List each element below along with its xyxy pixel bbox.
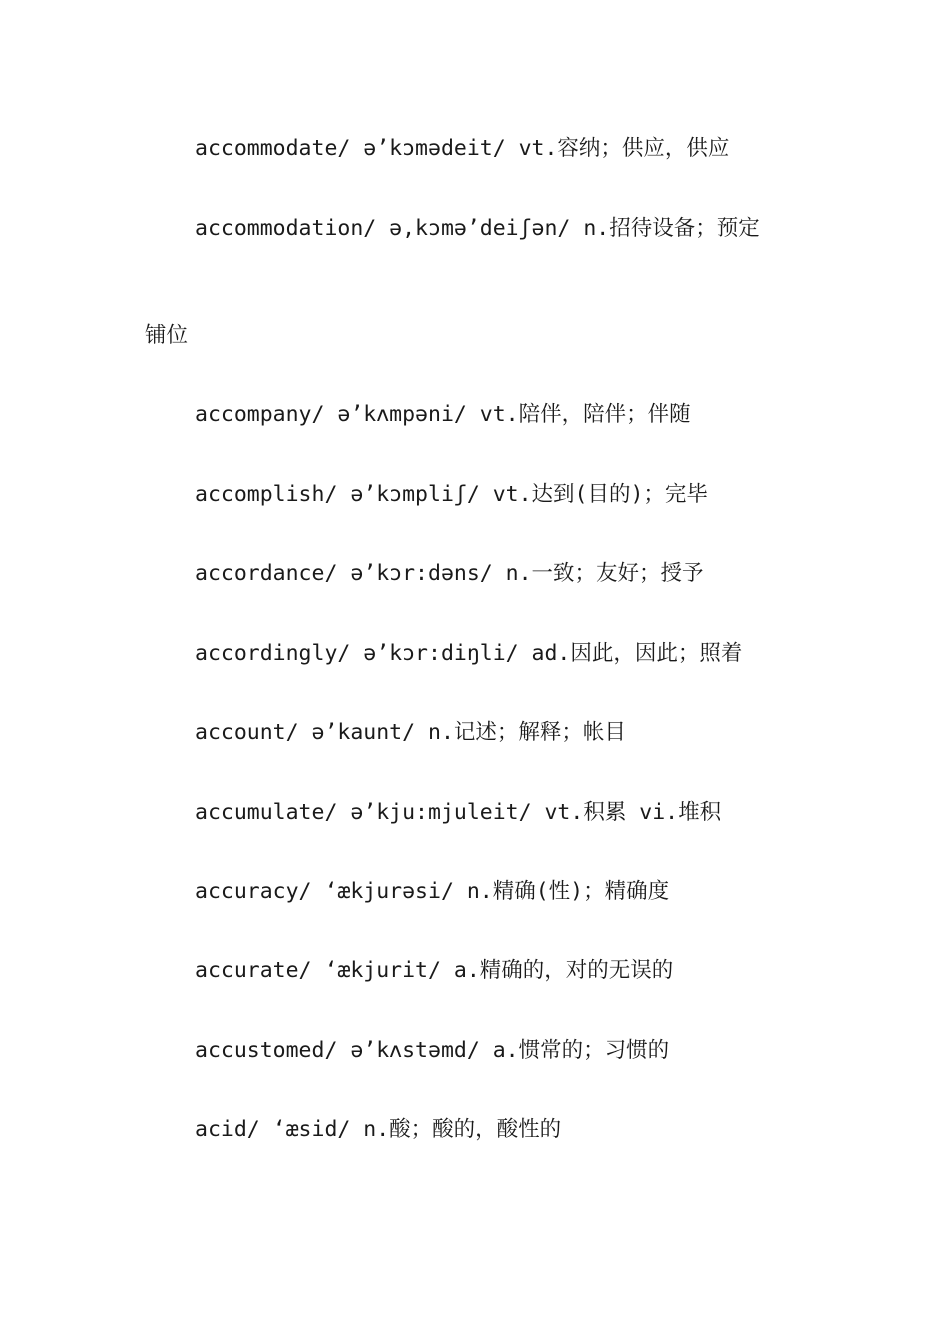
vocab-entry-accomplish: accomplish/ ə’kɔmpliʃ/ vt.达到(目的)；完毕 bbox=[195, 482, 708, 507]
vocab-entry-accordance: accordance/ ə’kɔr:dəns/ n.一致；友好；授予 bbox=[195, 561, 704, 586]
vocab-entry-accommodation-continued: 铺位 bbox=[145, 323, 189, 348]
vocab-entry-accurate: accurate/ ‘ækjurit/ a.精确的，对的无误的 bbox=[195, 958, 674, 983]
vocab-entry-accordingly: accordingly/ ə’kɔr:diŋli/ ad.因此，因此；照着 bbox=[195, 641, 743, 666]
vocab-entry-accompany: accompany/ ə’kʌmpəni/ vt.陪伴，陪伴；伴随 bbox=[195, 402, 691, 427]
vocab-entry-accommodate: accommodate/ ə’kɔmədeit/ vt.容纳；供应，供应 bbox=[195, 136, 730, 161]
vocab-entry-account: account/ ə’kaunt/ n.记述；解释；帐目 bbox=[195, 720, 626, 745]
vocab-entry-accumulate: accumulate/ ə’kju:mjuleit/ vt.积累 vi.堆积 bbox=[195, 800, 722, 825]
vocab-entry-accustomed: accustomed/ ə’kʌstəmd/ a.惯常的；习惯的 bbox=[195, 1038, 670, 1063]
vocab-entry-acid: acid/ ‘æsid/ n.酸；酸的，酸性的 bbox=[195, 1117, 562, 1142]
vocab-entry-accuracy: accuracy/ ‘ækjurəsi/ n.精确(性)；精确度 bbox=[195, 879, 670, 904]
vocab-entry-accommodation: accommodation/ ə,kɔmə’deiʃən/ n.招待设备；预定 bbox=[195, 216, 760, 241]
